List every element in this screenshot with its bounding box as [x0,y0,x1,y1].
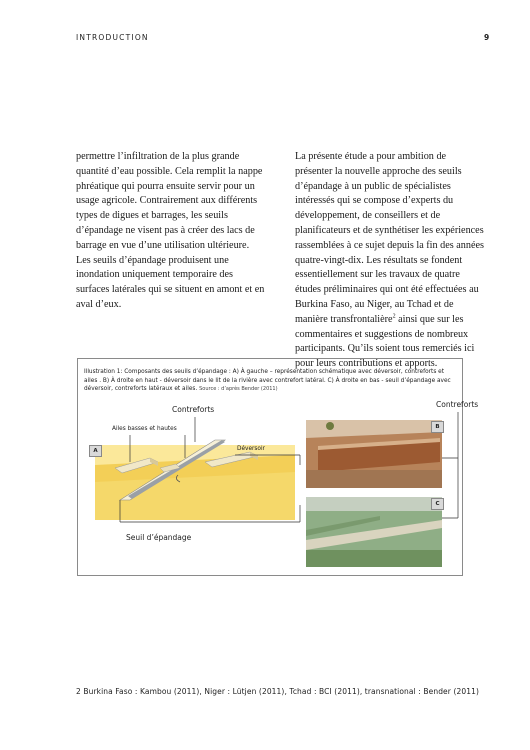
label-contreforts-right: Contreforts [436,400,479,409]
running-header: INTRODUCTION [76,33,149,42]
label-ailes: Ailes basses et hautes [112,426,177,432]
schematic-panel-a [95,440,295,520]
paragraph-left: permettre l’infiltration de la plus grande quantité d’eau possible. Cela remplit la nappe phréatique qui pourra ensuite servir pour un usage agricole. Contrairement aux différents types de digues et barrages, les seuils d’épandage ne visent pas à créer des lacs de barrage en vue d’une utilisation ultérieure. Les seuils d’épandage produisent une inondation uniquement temporaire des surfaces latérales qui se situent en amont et en aval d’eux. [76,151,265,310]
panel-tag-c: C [431,498,444,510]
footnote-marker[interactable]: 2 [392,313,396,320]
photo-c-sky [306,497,442,511]
panel-tag-b: B [431,421,444,433]
label-seuil: Seuil d’épandage [126,533,192,542]
photo-b-tree [326,422,334,430]
page-number: 9 [484,33,490,42]
photo-panel-c [306,497,442,567]
label-contreforts-left: Contreforts [172,405,215,414]
paragraph-right-part2: ainsi que sur les commentaires et suggestions de nombreux participants. Qu’ils soient tous remerciés ici pour leurs contributions et apports. [295,313,475,370]
caption-text: Illustration 1: Composants des seuils d’épandage : A) À gauche – représentation schématique avec déversoir, contreforts et ailes . B) À droite en haut - déversoir dans le lit de la rivière avec contrefort latéral. C) À droite en bas - seuil d’épandage avec déversoir, contreforts latéraux et ailes. [84,369,451,393]
caption-source: Source : d’après Bender (2011) [199,386,278,393]
panel-tag-a: A [89,445,102,457]
photo-panel-b [306,420,442,488]
photo-b-foreground [306,470,442,488]
photo-c-foreground [306,550,442,567]
paragraph-right-part1: La présente étude a pour ambition de présenter la nouvelle approche des seuils d’épandage à un public de spécialistes intéressés qui se compose d’experts du développement, de conseillers et de planificateurs et de synthétiser les expériences rassemblées à ce sujet depuis la fin des années quatre-vingt-dix. Les résultats se fondent essentiellement sur les travaux de quatre études préliminaires qui ont été effectuées au Burkina Faso, au Niger, au Tchad et de manière transfrontalière [295,151,484,325]
footnote: 2 Burkina Faso : Kambou (2011), Niger : Lütjen (2011), Tchad : BCI (2011), transnational : Bender (2011) [76,687,479,696]
label-deversoir: Déversoir [237,446,265,452]
